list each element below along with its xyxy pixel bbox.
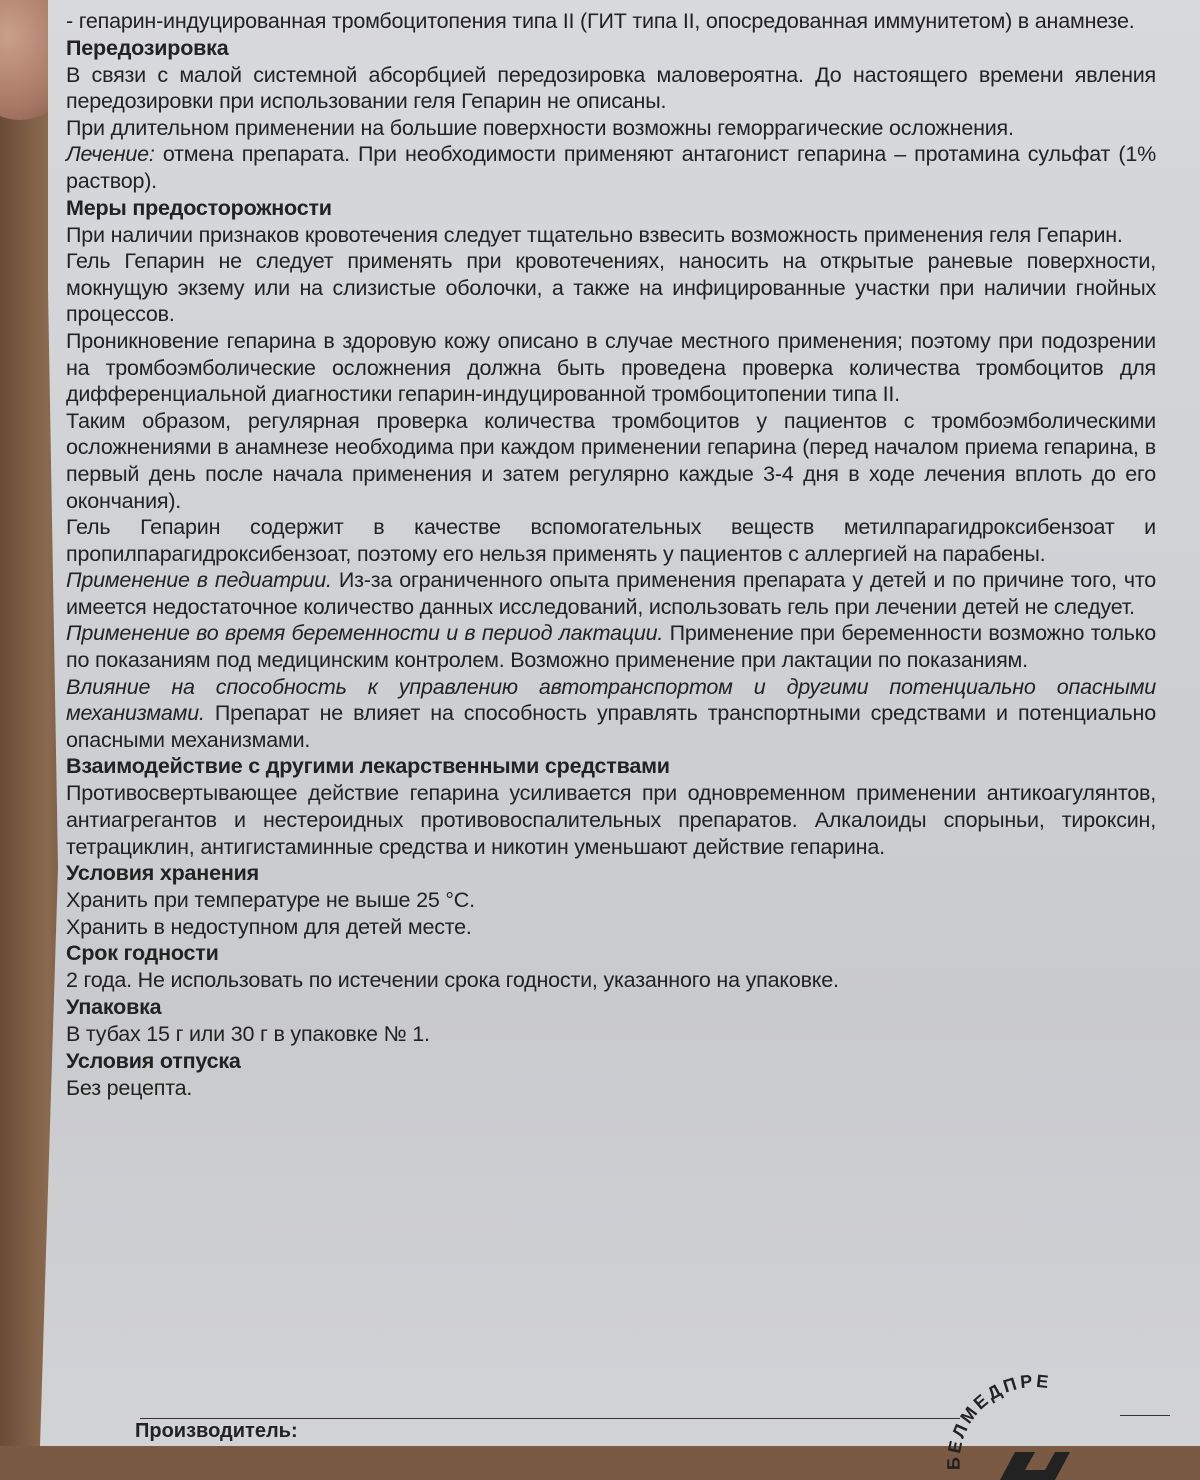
section-heading: Взаимодействие с другими лекарственными средствами (66, 754, 670, 779)
paragraph-lead: Лечение: (66, 142, 155, 167)
paragraph: Хранить при температуре не выше 25 °С. (66, 888, 475, 913)
paragraph-text: отмена препарата. При необходимости применяют антагонист гепарина – протамина сульфат (1% раствор). (66, 142, 1156, 193)
paragraph: Таким образом, регулярная проверка количества тромбоцитов у пациентов с тромбоэмболическими осложнениями в анамнезе необходима при каждом применении гепарина (перед началом приема гепарина, в первый день после начала применения и затем регулярно каждые 3-4 дня в ходе лечения вплоть до его окончания). (66, 408, 1156, 513)
leaflet-text (66, 8, 1156, 1101)
paragraph (66, 141, 1156, 194)
paragraph: При длительном применении на большие поверхности возможны геморрагические осложнения. (66, 115, 1014, 140)
paragraph: - гепарин-индуцированная тромбоцитопения типа II (ГИТ типа II, опосредованная иммунитетом) в анамнезе. (66, 9, 1135, 33)
section-heading: Упаковка (66, 995, 162, 1019)
paragraph-text: Применение при беременности возможно только по показаниям под медицинским контролем. Возможно применение при лактации по показаниям. (66, 621, 1156, 673)
producer-label: Производитель: (135, 1420, 298, 1442)
paragraph (66, 567, 1156, 620)
paragraph (66, 674, 1156, 754)
paragraph: Хранить в недоступном для детей месте. (66, 914, 472, 939)
section-heading: Условия хранения (66, 861, 259, 886)
section-heading: Условия отпуска (66, 1048, 241, 1073)
section-heading: Передозировка (66, 35, 229, 60)
paragraph-lead: Применение во время беременности и в период лактации. (66, 621, 664, 646)
paragraph: Противосвертывающее действие гепарина усиливается при одновременном применении антикоагулянтов, антиагрегантов и нестероидных противовоспалительных препаратов. Алкалоиды спорыньи, тироксин, тетрациклин, антигистаминные средства и никотин уменьшают действие гепарина. (66, 781, 1156, 859)
paragraph: При наличии признаков кровотечения следует тщательно взвесить возможность применения геля Гепарин. (66, 222, 1123, 247)
paragraph-text: Препарат не влияет на способность управлять транспортными средствами и потенциально опасными механизмами. (66, 701, 1156, 752)
paragraph: Без рецепта. (66, 1075, 193, 1100)
paragraph: Проникновение гепарина в здоровую кожу описано в случае местного применения; поэтому при подозрении на тромбоэмболические осложнения должна быть проведена проверка количества тромбоцитов для дифференциальной диагностики гепарин-индуцированной тромбоцитопении типа II. (66, 328, 1156, 407)
svg-text:БЕЛМЕДПРЕ (944, 1371, 1053, 1470)
paragraph: 2 года. Не использовать по истечении срока годности, указанного на упаковке. (66, 968, 839, 993)
section-heading: Меры предосторожности (66, 195, 332, 220)
paragraph (66, 620, 1156, 673)
paragraph: В связи с малой системной абсорбцией передозировка маловероятна. До настоящего времени явления передозировки при использовании геля Гепарин не описаны. (66, 62, 1156, 114)
logo-text: БЕЛМЕДПРЕ (943, 1370, 1053, 1471)
paragraph: В тубах 15 г или 30 г в упаковке № 1. (66, 1022, 430, 1046)
manufacturer-logo (930, 1360, 1130, 1480)
section-heading: Срок годности (66, 941, 219, 966)
bottom-rule (140, 1418, 960, 1419)
paragraph: Гель Гепарин не следует применять при кровотечениях, наносить на открытые раневые поверхности, мокнущую экзему или на слизистые оболочки, а также на инфицированные участки при наличии гнойных процессов. (66, 249, 1156, 327)
paragraph: Гель Гепарин содержит в качестве вспомогательных веществ метилпарагидроксибензоат и пропилпарагидроксибензоат, поэтому его нельзя применять у пациентов с аллергией на парабены. (66, 515, 1156, 566)
paragraph-lead: Применение в педиатрии. (66, 568, 332, 593)
paragraph-text: Из-за ограниченного опыта применения препарата у детей и по причине того, что имеется недостаточное количество данных исследований, использовать гель при лечении детей не следует. (66, 568, 1157, 619)
paragraph-lead: Влияние на способность к управлению автотранспортом и другими потенциально опасными механизмами. (66, 674, 1156, 726)
